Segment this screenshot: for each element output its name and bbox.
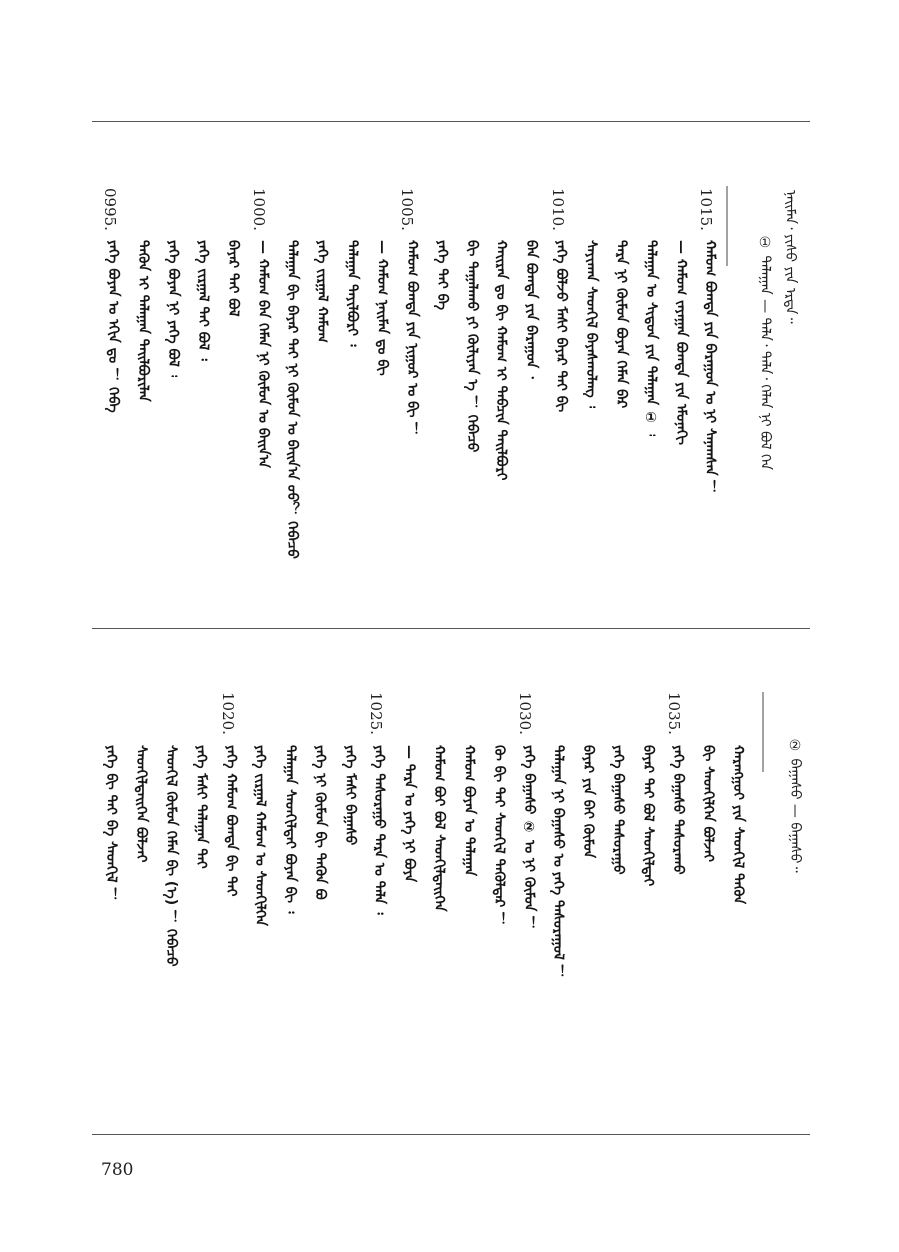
verse-line: ᠬᠠᠮᠤᠭ ᠪᠣᠭᠳᠠ ᠶᠢᠨ ᠨᠢᠭᠤᠷ ᠤ ᠪᠢ ！ (404, 240, 420, 437)
verse-line: ᠶᠡᠬᠡ ᠮᠠᠰᠢ ᠲᠠᠯᠠᠭᠠᠨ ᠲᠠᠢ (193, 745, 209, 869)
verse-line: ᠶᠡᠬᠡ ᠮᠠᠰᠢ ᠪᠠᠭᠠᠰᠤ (342, 745, 358, 846)
line-number: 1000. (250, 188, 268, 231)
verse-line: ᠬᠠᠷᠠᠩᠭᠤᠢ ᠶᠢᠨ ᠰᠡᠳᠬᠢᠯ ᠲᠡᠭᠦᠨ (730, 745, 746, 905)
verse-line: ᠶᠡᠬᠡ ᠪᠤᠶᠠᠨ ᠨᠢ ᠶᠡᠬᠡ ᠪᠤᠯ ᠄ (165, 240, 181, 378)
verse-line: ᠶᠡᠬᠡ ᠪᠣᠯᠵᠤ ᠮᠠᠰᠢ ᠪᠠᠶᠠᠷ ᠲᠠᠢ ᠪᠢ (553, 240, 569, 413)
verse-line: ᠶᠡᠬᠡ ᠲᠠᠰᠤᠷᠠᠭᠤ ᠲᠡᠷᠡ ᠤ ᠲᠠᠯᠠ ᠄ (371, 745, 387, 915)
verse-line: ᠶᠡᠬᠡ ᠬᠠᠮᠤᠭ ᠪᠣᠭᠳᠠ ᠪᠢ ᠲᠠᠢ (223, 745, 239, 897)
verse-line: ᠰᠠᠶᠢᠬᠠᠨ ᠰᠡᠳᠬᠢᠯ ᠪᠠᠶᠠᠰᠬᠤᠯᠠᠩ ᠄ (583, 240, 599, 409)
verse-line: ᠶᠡᠬᠡ ᠪᠠᠭᠠᠰᠤ ᠲᠠᠰᠤᠷᠠᠭᠤ (610, 745, 626, 875)
top-footnote: ᠨᠠᠢᠮᠠᠨ᠂ ᠶᠢᠰᠦ ᠶᠢᠨ ᠡᠷᠲᠡ᠃ (782, 190, 798, 324)
top-footnote-ref: ① ᠲᠠᠯᠠᠭᠠᠨ — ᠲᠠᠯᠠ᠂ ᠲᠠᠯᠠ᠂ ᠬᠡᠯᠡᠨ ᠨᠢ ᠪᠣᠯ ᠭᠡᠨ (757, 235, 773, 470)
verse-line: ᠪᠠᠶᠠᠷ ᠶᠢᠨ ᠪᠠᠢ ᠬᠦᠮᠦᠨ (580, 745, 596, 859)
line-number: 1005. (398, 188, 416, 231)
line-number: 1035. (665, 692, 683, 735)
verse-line: ᠬᠠᠢᠷᠠᠨ ᠳᠤ ᠪᠢ ᠬᠠᠮᠤᠭ ᠢ ᠲᠡᠪᠴᠢᠨ ᠲᠠᠢᠯᠪᠤᠷᠢ (493, 240, 509, 481)
verse-line: ᠬᠦ ᠪᠢ ᠲᠠᠢ ᠰᠡᠳᠬᠢᠯ ᠲᠡᠭᠦᠯᠳᠡᠷ ！ (491, 745, 507, 927)
bottom-rule (92, 1134, 810, 1135)
top-footnote-separator-line (726, 186, 728, 266)
bottom-footnote-ref: ② ᠪᠠᠭᠠᠰᠤ — ᠪᠠᠭᠠᠰᠤ᠃ (787, 738, 803, 873)
verse-line: ᠶᠡᠬᠡ ᠨᠢ ᠬᠦᠮᠦᠨ ᠪᠢ ᠲᠡᠭᠦᠨ ᠪᠤ (312, 745, 328, 900)
verse-line: — ᠬᠠᠮᠤᠭ ᠨᠠᠢᠮᠠᠨ ᠳᠤ ᠪᠢ (374, 240, 390, 376)
verse-line: ᠬᠠᠮᠤᠭ ᠪᠣᠭᠳᠠ ᠶᠢᠨ ᠪᠠᠷᠠᠭᠤᠨ ᠤ ᠨᠢ ᠰᠠᠨᠠᠭᠰᠠᠨ ！ (702, 240, 718, 495)
middle-rule (92, 628, 810, 629)
verse-line: ᠲᠠᠯᠠᠭᠠᠨ ᠲᠠᠶᠢᠯᠪᠤᠷᠢ ᠄ (344, 240, 360, 347)
verse-line: ᠪᠠᠶᠠᠷ ᠲᠠᠢ ᠪᠣᠯ (225, 240, 241, 317)
page-number: 780 (101, 1160, 134, 1180)
bottom-footnote-separator-line (762, 692, 764, 772)
line-number: 1025. (367, 692, 385, 735)
verse-line: ᠶᠡᠬᠡ ᠪᠠᠭᠠᠰᠤ ᠲᠠᠰᠤᠷᠠᠬᠤ (670, 745, 686, 875)
verse-line: ᠶᠡᠬᠡ ᠪᠠᠭᠠᠰᠤ ② ᠤ ᠨᠢ ᠬᠦᠮᠦᠨ ！ (521, 745, 537, 931)
verse-line: ᠬᠠᠮᠤᠭ ᠪᠤᠶ ᠪᠣᠯ ᠰᠡᠳᠬᠢᠯᠲᠡᠢᠭᠡᠨ (431, 745, 447, 912)
line-number: 1020. (219, 692, 237, 735)
verse-line: ᠪᠢ ᠰᠡᠳᠬᠢᠯᠭᠡᠨ ᠪᠣᠯᠵᠠᠢ (700, 745, 716, 862)
verse-line: ᠶᠡᠬᠡ ᠲᠠᠢ ᠪᠠ (434, 240, 450, 310)
verse-line: ᠶᠡᠬᠡ ᠪᠢ ᠲᠠᠢ ᠪᠠ ᠰᠡᠳᠬᠢᠯ ！ (103, 745, 119, 902)
verse-line: ᠶᠡᠬᠡ ᠵᠢᠷᠭᠠᠯ ᠲᠠᠢ ᠪᠣᠯ ᠄ (195, 240, 211, 361)
verse-line: ᠶᠡᠬᠡ ᠵᠢᠷᠭᠠᠯ ᠬᠠᠮᠤᠭ ᠤ ᠰᠡᠳᠬᠢᠯᠭᠡᠨ (252, 745, 268, 927)
verse-line: ᠲᠠᠯᠠᠭᠠᠨ ᠤ ᠰᠢᠳᠦᠨ ᠶᠢᠨ ᠲᠠᠯᠠᠭᠠᠨ ① ᠄ (643, 240, 659, 437)
line-number: 0995. (101, 188, 119, 231)
verse-line: — ᠲᠡᠷᠡ ᠤ ᠶᠡᠬᠡ ᠨᠢ ᠪᠤᠶᠠ (401, 745, 417, 883)
verse-line: ᠪᠠᠨ ᠪᠣᠭᠳᠠ ᠶᠢᠨ ᠪᠠᠷᠠᠭᠤᠨ ᠂ (523, 240, 539, 379)
verse-line: ᠬᠠᠮᠤᠭ ᠪᠤᠶᠠᠨ ᠤ ᠲᠠᠯᠠᠭᠠᠨ (461, 745, 477, 877)
line-number: 1030. (516, 692, 534, 735)
verse-line: ᠪᠠᠶᠠᠷ ᠲᠠᠢ ᠪᠣᠯ ᠰᠡᠳᠬᠢᠯᠲᠡᠢ (640, 745, 656, 887)
verse-line: ᠲᠡᠷᠡ ᠨᠢ ᠬᠦᠮᠦᠨ ᠪᠤᠶᠠᠨ ᠬᠡᠮᠡᠨ ᠪᠡᠷ (613, 240, 629, 409)
verse-line: ᠰᠡᠳᠬᠢᠯ ᠬᠦᠮᠦᠨ ᠬᠡᠮᠡᠨ ᠪᠢ (ᠡ) ！ ᠭᠡᠪᠡᠴᠦ (163, 745, 179, 967)
verse-line: ᠲᠡᠭᠦᠨ ᠢ ᠲᠠᠯᠠᠭᠠᠨ ᠲᠠᠢᠯᠪᠤᠷᠢᠯᠠᠨ (135, 240, 151, 402)
verse-line: ᠶᠡᠬᠡ ᠵᠢᠷᠭᠠᠯ ᠬᠠᠮᠤᠭ (314, 240, 330, 343)
verse-line: ᠲᠠᠯᠠᠭᠠᠨ ᠰᠡᠳᠬᠢᠯᠲᠡᠢ ᠪᠤᠶᠠᠨ ᠪᠢ ᠄ (282, 745, 298, 914)
verse-line: ᠶᠡᠬᠡ ᠪᠤᠶᠠᠨ ᠤ ᠡᠬᠢᠨ ᠳᠤ ！ ᠭᠡᠪᠡ (105, 240, 121, 413)
verse-line: — ᠬᠠᠮᠤᠭ ᠵᠠᠶᠠᠭᠠᠨ ᠪᠣᠭᠳᠠ ᠶᠢᠨ ᠡᠮᠦᠨᠡᠬᠢ (673, 240, 689, 445)
line-number: 1010. (549, 188, 567, 231)
verse-line: ᠲᠠᠯᠠᠭᠠᠨ ᠨᠢ ᠪᠠᠭᠠᠰᠤ ᠤ ᠶᠡᠬᠡ ᠲᠠᠰᠤᠷᠠᠭᠤᠯ ！ (550, 745, 566, 979)
verse-line: ᠲᠠᠯᠠᠭᠠᠨ ᠪᠢ ᠪᠠᠶᠠᠷ ᠲᠠᠢ ᠨᠢ ᠬᠦᠮᠦᠨ ᠤ ᠪᠠᠢᠨ᠎ᠠ ᠤᠤ？ ᠭᠡᠪᠡᠴᠦ (284, 240, 300, 559)
verse-line: ᠰᠡᠳᠬᠢᠯᠲᠡᠢᠭᠡᠨ ᠪᠣᠯᠵᠠᠢ (133, 745, 149, 863)
verse-line: — ᠬᠠᠮᠤᠭ ᠪᠠᠨ ᠬᠡᠮᠡᠨ ᠨᠢ ᠬᠦᠮᠦᠨ ᠤ ᠪᠠᠢᠨ᠎ᠠ (255, 240, 271, 469)
verse-line: ᠪᠢ ᠲᠠᠭᠠᠯᠠᠬᠤ ᠶᠢ ᠬᠦᠯᠢᠶᠡᠨ ᠡ ！ ᠭᠡᠪᠡᠴᠦ (464, 240, 480, 453)
top-rule (92, 121, 810, 122)
line-number: 1015. (697, 188, 715, 231)
